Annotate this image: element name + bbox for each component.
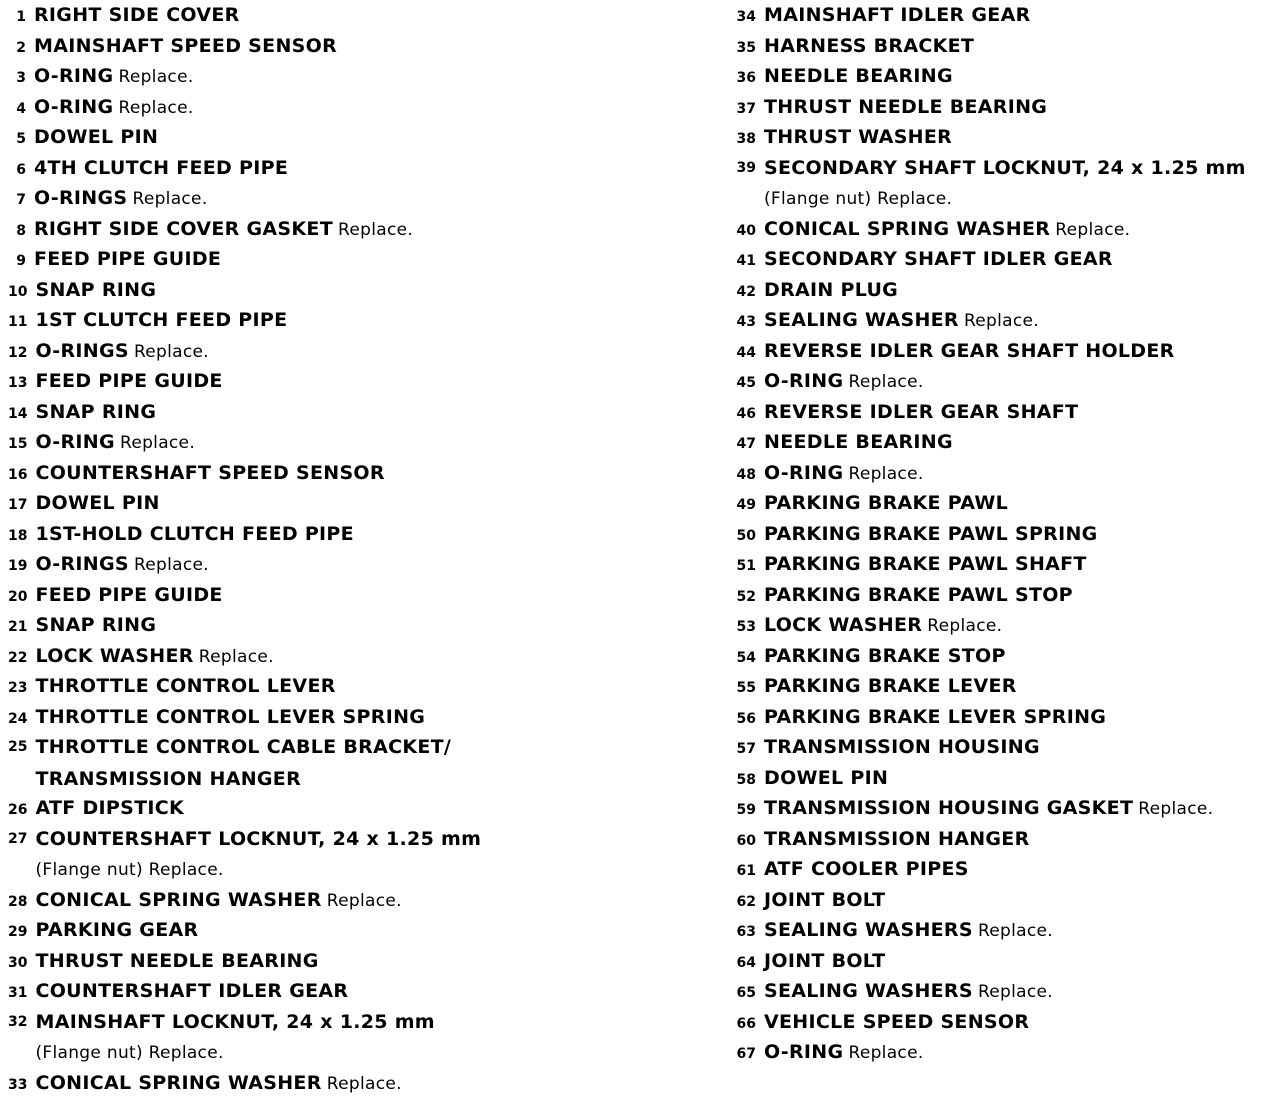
part-name: FEED PIPE GUIDE [35, 370, 223, 392]
part-name: O-RING [764, 461, 844, 484]
part-description [764, 610, 1002, 642]
part-description [35, 397, 156, 429]
part-name: ATF COOLER PIPES [764, 858, 969, 880]
part-note: Replace. [118, 97, 194, 118]
part-note: Replace. [963, 311, 1040, 331]
part-item [8, 976, 708, 1007]
part-number: 27 [8, 830, 28, 847]
part-description [35, 549, 209, 581]
part-description [35, 458, 384, 490]
part-number: 47 [736, 436, 756, 452]
part-number: 3 [16, 70, 26, 86]
part-name: SEALING WASHERS [764, 980, 973, 1002]
part-note-continued: (Flange nut) Replace. [35, 860, 224, 880]
part-name: O-RINGS [35, 553, 129, 575]
part-description [764, 915, 1053, 947]
part-note: Replace. [133, 555, 210, 575]
part-description [764, 1007, 1029, 1039]
part-name: PARKING BRAKE STOP [764, 644, 1006, 667]
part-name: VEHICLE SPEED SENSOR [764, 1010, 1030, 1033]
part-name: NEEDLE BEARING [764, 431, 953, 453]
part-number: 15 [8, 436, 28, 452]
part-item [8, 671, 708, 702]
part-description [764, 244, 1113, 276]
part-number: 59 [736, 802, 756, 818]
part-description [764, 458, 924, 490]
part-item [732, 427, 1277, 458]
part-name: O-RING [764, 1041, 844, 1063]
part-number: 45 [736, 375, 756, 391]
part-item [732, 946, 1277, 977]
part-item [8, 549, 708, 580]
part-description [34, 122, 158, 154]
part-name: NEEDLE BEARING [764, 65, 953, 87]
part-description [764, 305, 1039, 337]
part-item [732, 915, 1277, 946]
part-number: 16 [8, 466, 28, 483]
part-description [35, 1007, 434, 1069]
part-note: Replace. [848, 463, 924, 484]
part-note: Replace. [1138, 799, 1214, 819]
part-description [34, 31, 337, 63]
part-name: SEALING WASHER [764, 309, 959, 331]
part-item [8, 885, 708, 916]
part-note: Replace. [848, 1043, 924, 1063]
part-item [8, 92, 708, 123]
part-number: 65 [736, 985, 756, 1001]
part-name: FEED PIPE GUIDE [34, 248, 222, 270]
part-description [35, 641, 273, 673]
part-name: JOINT BOLT [764, 949, 886, 972]
part-number: 53 [736, 619, 756, 635]
part-item [8, 366, 708, 397]
part-item [8, 427, 708, 458]
part-item [8, 793, 708, 824]
part-name: THRUST WASHER [764, 126, 953, 148]
part-item [8, 946, 708, 977]
part-description [764, 0, 1031, 32]
part-number: 61 [736, 863, 756, 879]
part-name: COUNTERSHAFT IDLER GEAR [35, 980, 349, 1002]
part-name: 1ST CLUTCH FEED PIPE [35, 309, 288, 331]
part-item [732, 976, 1277, 1007]
part-number: 2 [16, 39, 26, 56]
part-name: PARKING GEAR [35, 919, 199, 941]
part-description [764, 824, 1030, 856]
part-item [8, 214, 708, 245]
part-number: 10 [8, 283, 28, 300]
part-number: 12 [8, 344, 28, 361]
part-item [8, 397, 708, 428]
part-name: COUNTERSHAFT LOCKNUT, 24 x 1.25 mm [35, 827, 482, 850]
part-description [35, 336, 209, 368]
part-note: Replace. [118, 67, 194, 87]
part-number: 14 [8, 405, 28, 422]
part-name: SECONDARY SHAFT LOCKNUT, 24 x 1.25 mm [764, 156, 1246, 179]
part-item [8, 61, 708, 92]
part-item [732, 1037, 1277, 1068]
part-name: ATF DIPSTICK [35, 797, 185, 819]
part-note: Replace. [848, 372, 924, 392]
part-description [34, 214, 413, 246]
part-description [764, 854, 969, 886]
part-number: 9 [16, 253, 26, 269]
part-note: Replace. [326, 890, 402, 911]
part-description [764, 1037, 924, 1069]
part-number: 46 [736, 405, 756, 422]
part-number: 7 [16, 192, 26, 208]
part-number: 33 [8, 1076, 28, 1093]
part-number: 40 [736, 222, 756, 239]
part-number: 24 [8, 710, 28, 727]
part-name: MAINSHAFT SPEED SENSOR [34, 34, 338, 57]
part-item [732, 488, 1277, 519]
parts-list-left-column [8, 0, 708, 1098]
part-name: PARKING BRAKE PAWL [764, 492, 1009, 514]
part-item [732, 61, 1277, 92]
part-name: HARNESS BRACKET [764, 34, 975, 57]
part-name: MAINSHAFT IDLER GEAR [764, 4, 1031, 26]
part-item [732, 854, 1277, 885]
part-item [8, 580, 708, 611]
part-number: 37 [736, 100, 756, 117]
part-number: 39 [736, 159, 756, 176]
part-number: 22 [8, 649, 28, 666]
part-name-continued: TRANSMISSION HANGER [35, 767, 302, 790]
part-name: SECONDARY SHAFT IDLER GEAR [764, 248, 1113, 270]
part-name: THROTTLE CONTROL LEVER [35, 675, 336, 697]
part-name: TRANSMISSION HANGER [764, 827, 1030, 850]
part-item [732, 305, 1277, 336]
part-number: 41 [736, 253, 756, 269]
part-name: TRANSMISSION HOUSING [764, 736, 1040, 758]
part-item [732, 580, 1277, 611]
part-number: 50 [736, 527, 756, 544]
part-name: 1ST-HOLD CLUTCH FEED PIPE [35, 522, 354, 545]
part-name: REVERSE IDLER GEAR SHAFT [764, 400, 1079, 423]
part-item [8, 275, 708, 306]
part-number: 29 [8, 924, 28, 940]
part-number: 49 [736, 497, 756, 513]
part-description [764, 31, 974, 63]
part-description [35, 885, 401, 917]
part-name: CONICAL SPRING WASHER [764, 217, 1051, 240]
part-item [8, 458, 708, 489]
part-item [8, 732, 708, 793]
part-description [764, 519, 1098, 551]
part-name: PARKING BRAKE PAWL SHAFT [764, 553, 1087, 575]
part-number: 57 [736, 741, 756, 757]
part-item [732, 153, 1277, 214]
part-name: DOWEL PIN [35, 492, 160, 514]
part-description [34, 244, 221, 276]
part-note: Replace. [927, 616, 1003, 636]
part-number: 67 [736, 1046, 756, 1062]
part-item [732, 214, 1277, 245]
part-number: 8 [16, 222, 26, 239]
part-name: SNAP RING [35, 278, 157, 301]
part-number: 11 [8, 314, 28, 330]
part-number: 51 [736, 558, 756, 574]
part-description [35, 1068, 401, 1100]
part-number: 63 [736, 924, 756, 940]
part-description [764, 61, 953, 93]
part-item [8, 305, 708, 336]
part-description [764, 397, 1078, 429]
part-number: 35 [736, 39, 756, 56]
part-number: 18 [8, 527, 28, 544]
part-note: Replace. [977, 921, 1053, 941]
part-name: THRUST NEEDLE BEARING [764, 95, 1048, 118]
part-item [8, 824, 708, 885]
part-name: PARKING BRAKE PAWL STOP [764, 583, 1073, 606]
part-number: 20 [8, 588, 28, 605]
part-description [35, 519, 353, 551]
part-name: JOINT BOLT [764, 888, 886, 911]
part-number: 25 [8, 739, 28, 755]
part-name: COUNTERSHAFT SPEED SENSOR [35, 461, 385, 484]
part-description [34, 0, 240, 32]
part-number: 32 [8, 1013, 28, 1030]
part-item [8, 641, 708, 672]
part-description [764, 763, 888, 795]
part-name: RIGHT SIDE COVER GASKET [34, 217, 333, 240]
part-number: 44 [736, 344, 756, 361]
part-item [8, 0, 708, 31]
part-name: O-RING [35, 431, 115, 453]
part-description [764, 92, 1047, 124]
part-name: REVERSE IDLER GEAR SHAFT HOLDER [764, 339, 1175, 362]
part-description [35, 915, 198, 947]
part-number: 28 [8, 893, 28, 910]
part-number: 17 [8, 497, 28, 513]
part-number: 13 [8, 375, 28, 391]
part-name: O-RINGS [34, 187, 128, 209]
part-item [8, 31, 708, 62]
part-item [8, 610, 708, 641]
part-item [8, 915, 708, 946]
part-description [35, 580, 222, 612]
part-description [35, 946, 318, 978]
part-name: RIGHT SIDE COVER [34, 4, 240, 26]
part-note: Replace. [326, 1073, 402, 1094]
part-name: PARKING BRAKE LEVER SPRING [764, 705, 1107, 728]
part-name: LOCK WASHER [35, 644, 194, 667]
part-number: 38 [736, 131, 756, 147]
part-number: 5 [16, 131, 26, 147]
part-note-continued: (Flange nut) Replace. [35, 1043, 224, 1063]
part-item [8, 519, 708, 550]
part-item [732, 0, 1277, 31]
part-description [764, 885, 885, 917]
part-name: SEALING WASHERS [764, 919, 973, 941]
part-name: THROTTLE CONTROL CABLE BRACKET/ [35, 736, 452, 758]
part-description [35, 976, 348, 1008]
part-description [35, 305, 287, 337]
part-note: Replace. [119, 433, 196, 453]
part-item [8, 183, 708, 214]
part-description [764, 671, 1017, 703]
part-description [764, 214, 1130, 246]
part-name: DOWEL PIN [764, 766, 889, 789]
part-item [732, 519, 1277, 550]
part-note: Replace. [132, 189, 208, 209]
part-item [732, 824, 1277, 855]
part-item [732, 885, 1277, 916]
part-name: THRUST NEEDLE BEARING [35, 949, 319, 972]
part-item [732, 1007, 1277, 1038]
part-description [35, 610, 156, 642]
part-number: 26 [8, 802, 28, 818]
part-name: SNAP RING [35, 614, 157, 636]
part-number: 6 [16, 161, 26, 178]
part-name: O-RINGS [35, 339, 129, 362]
part-note: Replace. [977, 982, 1053, 1002]
part-item [732, 336, 1277, 367]
part-item [8, 244, 708, 275]
part-number: 56 [736, 710, 756, 727]
part-number: 62 [736, 893, 756, 910]
part-description [764, 732, 1040, 764]
part-item [8, 153, 708, 184]
part-description [35, 366, 222, 398]
part-item [732, 458, 1277, 489]
part-number: 64 [736, 954, 756, 971]
part-description [35, 702, 425, 734]
part-item [732, 122, 1277, 153]
part-item [732, 397, 1277, 428]
part-name: TRANSMISSION HOUSING GASKET [764, 797, 1134, 819]
part-description [34, 183, 208, 215]
part-name: LOCK WASHER [764, 614, 923, 636]
part-number: 23 [8, 680, 28, 696]
part-name: DOWEL PIN [34, 126, 159, 148]
part-description [35, 824, 481, 886]
part-description [764, 702, 1106, 734]
part-number: 36 [736, 70, 756, 86]
part-description [35, 488, 159, 520]
part-number: 42 [736, 283, 756, 300]
part-item [8, 1068, 708, 1099]
part-description [764, 946, 885, 978]
part-number: 54 [736, 649, 756, 666]
part-number: 1 [16, 9, 26, 25]
part-name: SNAP RING [35, 400, 157, 423]
part-item [8, 122, 708, 153]
part-name: THROTTLE CONTROL LEVER SPRING [35, 705, 426, 728]
part-item [732, 549, 1277, 580]
part-item [732, 763, 1277, 794]
part-number: 66 [736, 1015, 756, 1032]
part-item [8, 488, 708, 519]
part-item [732, 92, 1277, 123]
part-number: 30 [8, 954, 28, 971]
part-description [764, 122, 952, 154]
part-description [764, 366, 924, 398]
part-description [764, 275, 898, 307]
part-description [35, 793, 184, 825]
part-item [732, 702, 1277, 733]
part-name: CONICAL SPRING WASHER [35, 1071, 322, 1094]
part-name: O-RING [34, 65, 114, 87]
part-number: 31 [8, 985, 28, 1001]
part-name: 4TH CLUTCH FEED PIPE [34, 156, 289, 179]
part-number: 55 [736, 680, 756, 696]
part-item [732, 275, 1277, 306]
part-number: 43 [736, 314, 756, 330]
part-number: 48 [736, 466, 756, 483]
part-item [732, 31, 1277, 62]
part-number: 34 [736, 9, 756, 25]
part-item [8, 336, 708, 367]
part-description [35, 671, 335, 703]
part-description [764, 336, 1175, 368]
part-description [764, 549, 1087, 581]
part-name: O-RING [764, 370, 844, 392]
part-description [35, 732, 451, 795]
part-description [764, 153, 1246, 215]
part-name: O-RING [34, 95, 114, 118]
part-name: PARKING BRAKE PAWL SPRING [764, 522, 1098, 545]
part-description [764, 976, 1053, 1008]
part-note-continued: (Flange nut) Replace. [764, 189, 953, 209]
part-name: MAINSHAFT LOCKNUT, 24 x 1.25 mm [35, 1010, 435, 1033]
part-description [764, 641, 1006, 673]
part-number: 60 [736, 832, 756, 849]
part-number: 52 [736, 588, 756, 605]
part-number: 58 [736, 771, 756, 788]
part-description [764, 427, 953, 459]
part-name: DRAIN PLUG [764, 278, 899, 301]
parts-list-right-column [732, 0, 1277, 1068]
part-item [732, 610, 1277, 641]
part-note: Replace. [198, 646, 274, 667]
part-item [732, 366, 1277, 397]
part-note: Replace. [133, 341, 210, 362]
part-description [34, 92, 194, 124]
part-item [8, 1007, 708, 1068]
part-note: Replace. [338, 219, 414, 240]
part-description [764, 488, 1008, 520]
part-description [764, 793, 1213, 825]
part-description [764, 580, 1073, 612]
part-number: 4 [16, 100, 26, 117]
part-item [732, 244, 1277, 275]
part-name: CONICAL SPRING WASHER [35, 888, 322, 911]
part-name: FEED PIPE GUIDE [35, 583, 223, 606]
part-description [35, 427, 195, 459]
part-number: 19 [8, 558, 28, 574]
part-number: 21 [8, 619, 28, 635]
part-item [732, 641, 1277, 672]
part-name: PARKING BRAKE LEVER [764, 675, 1017, 697]
part-description [34, 61, 194, 93]
part-item [732, 671, 1277, 702]
part-item [732, 793, 1277, 824]
part-description [35, 275, 156, 307]
part-item [732, 732, 1277, 763]
part-description [34, 153, 288, 185]
part-note: Replace. [1055, 219, 1131, 240]
part-item [8, 702, 708, 733]
